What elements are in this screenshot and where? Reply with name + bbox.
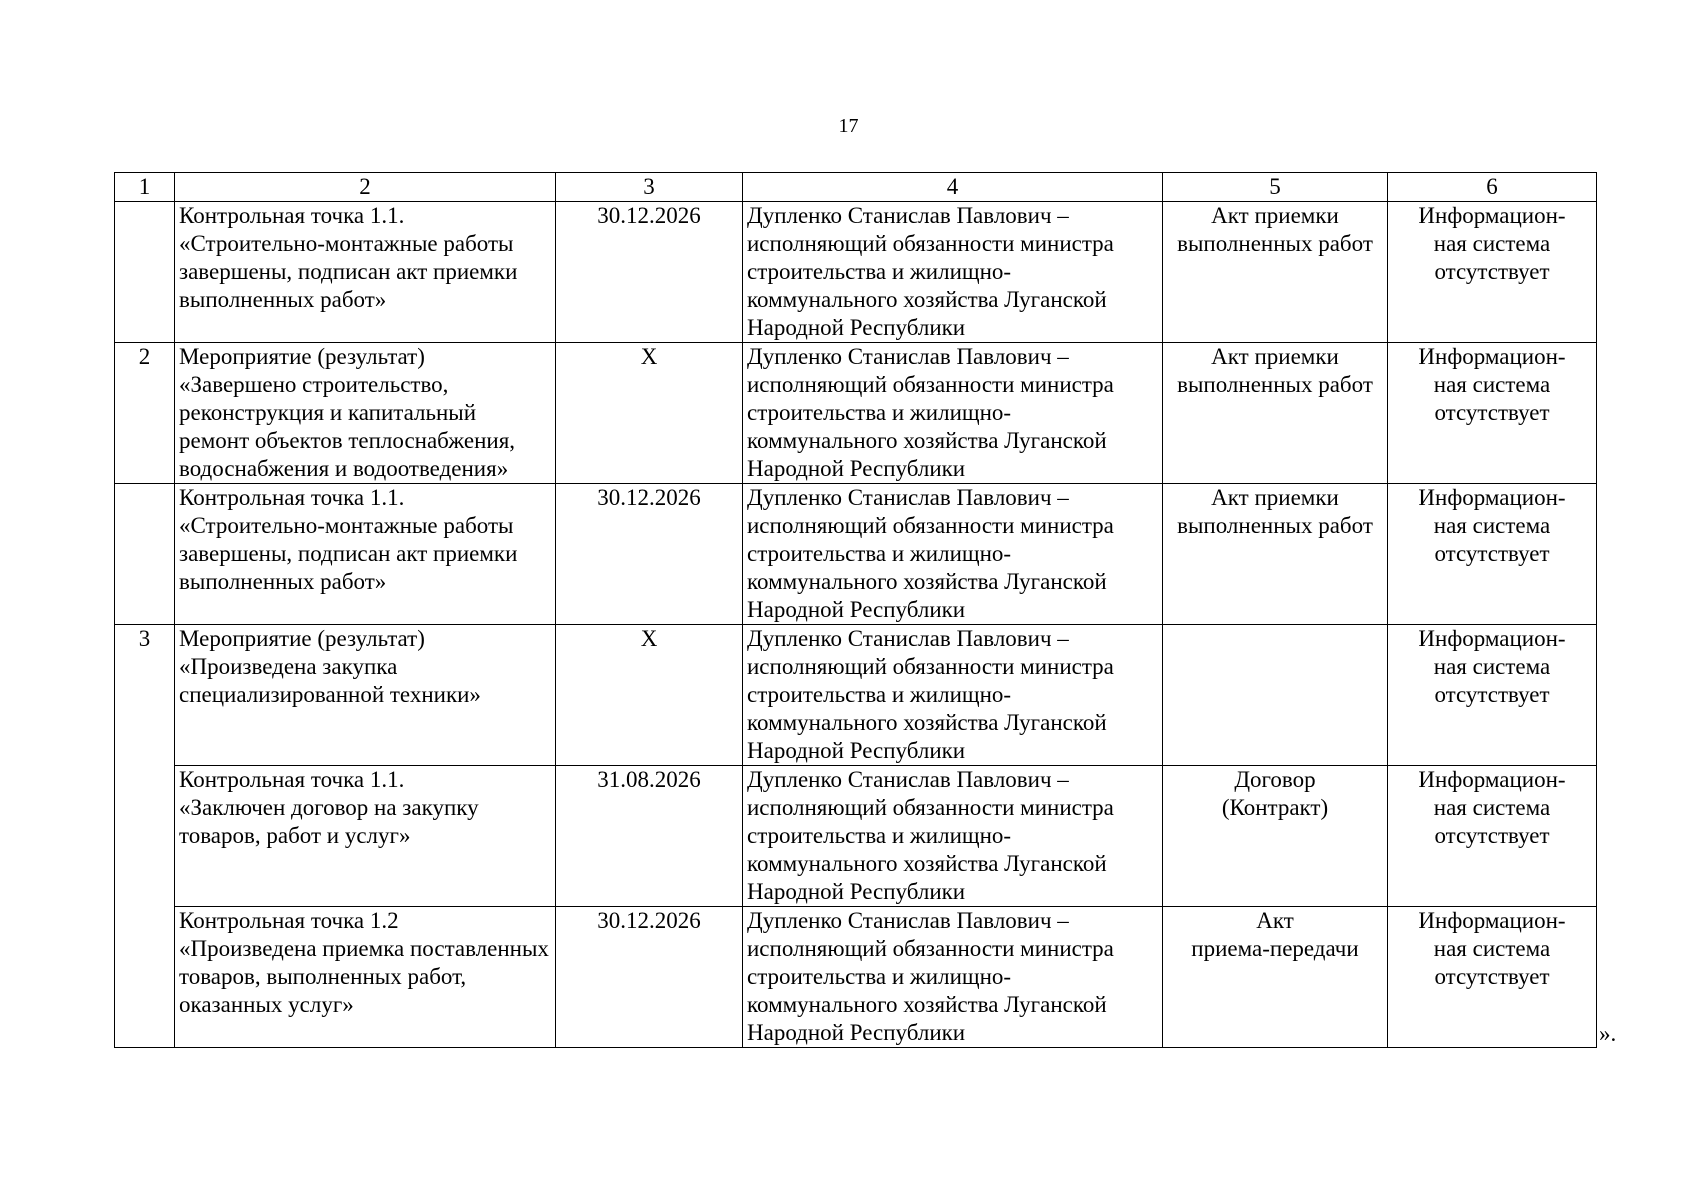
control-points-table — [114, 172, 1597, 1048]
responsible-cell: Дупленко Станислав Павлович – исполняющий обязанности министра строительства и жилищно-коммунального хозяйства Луганской Народной Республики — [743, 625, 1163, 766]
responsible-cell: Дупленко Станислав Павлович – исполняющий обязанности министра строительства и жилищно-коммунального хозяйства Луганской Народной Республики — [743, 766, 1163, 907]
table-row — [115, 484, 1597, 625]
event-name-cell: Мероприятие (результат) «Завершено строительство, реконструкция и капитальный ремонт объектов теплоснабжения, водоснабжения и водоотведения» — [175, 343, 556, 484]
document-cell — [1163, 625, 1388, 766]
row-number-cell: 2 — [115, 343, 175, 484]
row-number-cell: 3 — [115, 625, 175, 1048]
column-header: 6 — [1388, 173, 1597, 202]
info-system-cell: Информацион- ная система отсутствует — [1388, 202, 1597, 343]
responsible-cell: Дупленко Станислав Павлович – исполняющий обязанности министра строительства и жилищно-коммунального хозяйства Луганской Народной Республики — [743, 343, 1163, 484]
table-row — [115, 343, 1597, 484]
column-header: 3 — [556, 173, 743, 202]
event-name-cell: Контрольная точка 1.1. «Строительно-монтажные работы завершены, подписан акт приемки выполненных работ» — [175, 484, 556, 625]
closing-quote-mark: ». — [1599, 1021, 1617, 1046]
page-number: 17 — [838, 115, 859, 137]
info-system-cell: Информацион- ная система отсутствует — [1388, 625, 1597, 766]
row-number-cell — [115, 484, 175, 625]
responsible-cell: Дупленко Станислав Павлович – исполняющий обязанности министра строительства и жилищно-коммунального хозяйства Луганской Народной Республики — [743, 484, 1163, 625]
event-name-cell: Мероприятие (результат) «Произведена закупка специализированной техники» — [175, 625, 556, 766]
info-system-cell: Информацион- ная система отсутствует — [1388, 343, 1597, 484]
responsible-cell: Дупленко Станислав Павлович – исполняющий обязанности министра строительства и жилищно-коммунального хозяйства Луганской Народной Республики — [743, 202, 1163, 343]
event-name-cell: Контрольная точка 1.2 «Произведена приемка поставленных товаров, выполненных работ, оказанных услуг» — [175, 907, 556, 1048]
document-cell: Акт приема-передачи — [1163, 907, 1388, 1048]
document-cell: Акт приемки выполненных работ — [1163, 484, 1388, 625]
event-name-cell: Контрольная точка 1.1. «Строительно-монтажные работы завершены, подписан акт приемки выполненных работ» — [175, 202, 556, 343]
column-header: 4 — [743, 173, 1163, 202]
deadline-cell: 30.12.2026 — [556, 907, 743, 1048]
info-system-cell: Информацион- ная система отсутствует — [1388, 766, 1597, 907]
deadline-cell: 31.08.2026 — [556, 766, 743, 907]
table-row — [115, 766, 1597, 907]
deadline-cell: 30.12.2026 — [556, 202, 743, 343]
deadline-cell: Х — [556, 625, 743, 766]
column-header: 2 — [175, 173, 556, 202]
row-number-cell — [115, 202, 175, 343]
table-header-row — [115, 173, 1597, 202]
deadline-cell: Х — [556, 343, 743, 484]
document-cell: Акт приемки выполненных работ — [1163, 343, 1388, 484]
table-row — [115, 202, 1597, 343]
column-header: 5 — [1163, 173, 1388, 202]
table-row — [115, 625, 1597, 766]
column-header: 1 — [115, 173, 175, 202]
table-row — [115, 907, 1597, 1048]
info-system-cell: Информацион- ная система отсутствует — [1388, 484, 1597, 625]
event-name-cell: Контрольная точка 1.1. «Заключен договор на закупку товаров, работ и услуг» — [175, 766, 556, 907]
document-cell: Договор (Контракт) — [1163, 766, 1388, 907]
info-system-cell: Информацион- ная система отсутствует — [1388, 907, 1597, 1048]
deadline-cell: 30.12.2026 — [556, 484, 743, 625]
responsible-cell: Дупленко Станислав Павлович – исполняющий обязанности министра строительства и жилищно-коммунального хозяйства Луганской Народной Республики — [743, 907, 1163, 1048]
document-cell: Акт приемки выполненных работ — [1163, 202, 1388, 343]
